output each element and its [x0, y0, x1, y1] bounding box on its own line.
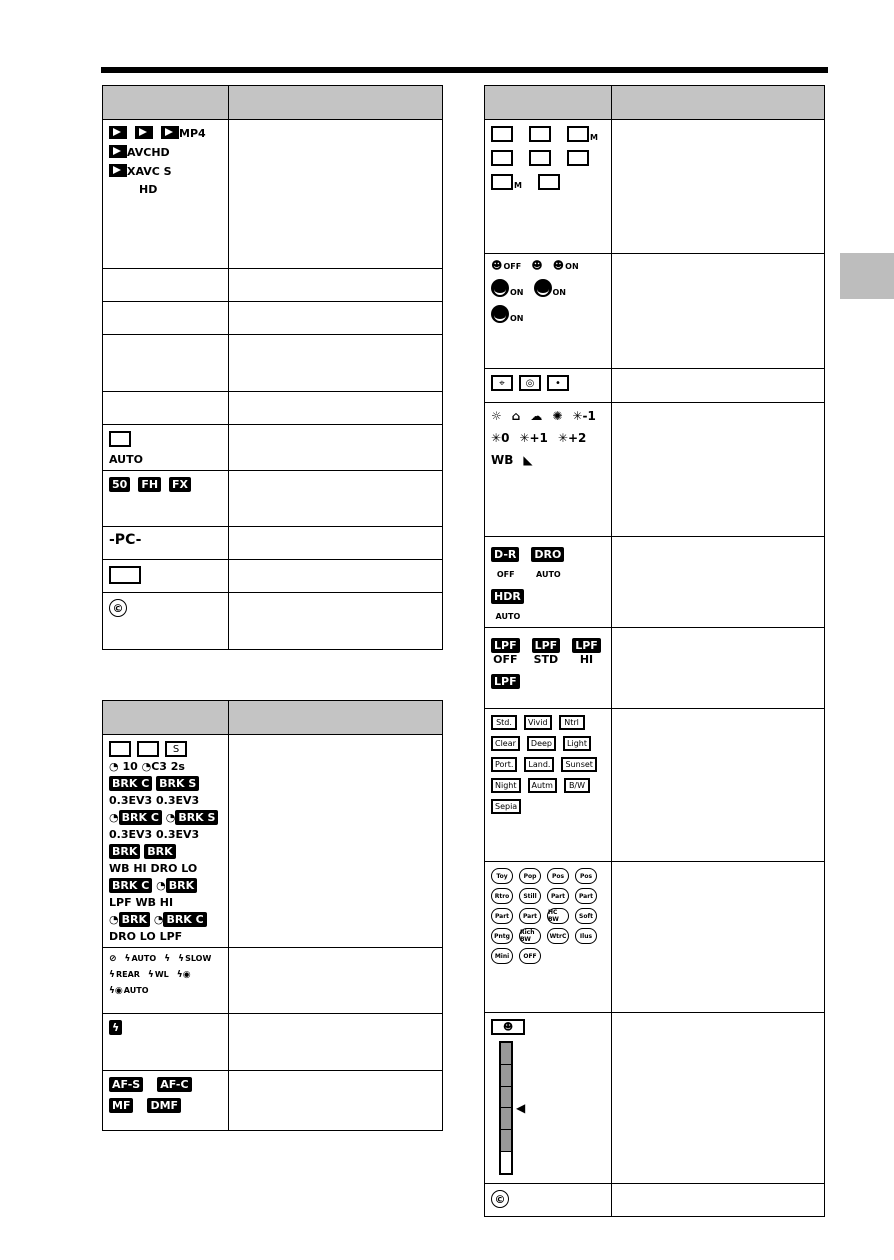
flash-wl-icon: ϟWL	[147, 970, 169, 980]
picture-effect-icon: Pos	[547, 868, 569, 884]
play-xavc-icon: XAVC S	[109, 164, 172, 177]
header-icon-col	[103, 86, 229, 120]
af-c-icon: AF-C	[157, 1077, 191, 1092]
creative-style-icon: Light	[563, 736, 591, 751]
picture-effect-icon: Rtro	[491, 888, 513, 904]
af-s-icon: AF-S	[109, 1077, 143, 1092]
smile-on-icon-3: ON	[491, 305, 524, 323]
creative-style-icon: B/W	[564, 778, 590, 793]
focus-flexible-lock-icon	[538, 174, 560, 190]
table-row	[103, 560, 443, 593]
creative-style-icon: Ntrl	[559, 715, 585, 730]
focus-zone-lock-icon	[567, 150, 589, 166]
table-row	[485, 254, 825, 369]
table-row	[103, 527, 443, 560]
self-timer-label: ◔ 10 ◔C3 2s	[109, 760, 185, 773]
creative-style-icon: Sepia	[491, 799, 521, 814]
wb-custom-icon: ◣	[523, 453, 533, 467]
focus-center-icon: M	[567, 126, 598, 142]
continuous-icon	[137, 741, 159, 757]
wb-fluor-minus-icon: ✳-1	[572, 409, 596, 423]
table-row	[485, 628, 825, 709]
flash-slow-icon: ϟSLOW	[178, 954, 212, 964]
image-sparkle-icon	[109, 566, 141, 584]
creative-style-icon: Deep	[527, 736, 556, 751]
creative-style-icon: Clear	[491, 736, 520, 751]
focus-center-lock-icon: M	[491, 174, 522, 190]
face-detect-icon: ☻	[531, 259, 543, 272]
mf-icon: MF	[109, 1098, 133, 1113]
picture-effect-icon: Part	[575, 888, 597, 904]
creative-style-icon: Port.	[491, 757, 517, 772]
header-icon-col	[103, 701, 229, 735]
smile-sensitivity-meter	[499, 1041, 513, 1175]
left-icon-table-1	[102, 85, 443, 650]
table-row	[485, 1013, 825, 1184]
flash-charging-icon: ϟ	[109, 1020, 122, 1035]
lpf-off-icon: LPF OFF	[491, 634, 520, 666]
side-thumb-tab	[840, 253, 894, 299]
hdr-auto-icon: HDR AUTO	[491, 585, 524, 623]
wb-daylight-icon: ☼	[491, 409, 502, 423]
face-registered-icon: ☻ ON	[552, 259, 579, 272]
wb-shade-icon: ⌂	[511, 409, 521, 423]
header-desc-col	[229, 701, 443, 735]
metering-center-icon: ◎	[519, 375, 541, 391]
picture-effect-icon: HC BW	[547, 908, 569, 924]
header-desc-col	[229, 86, 443, 120]
focus-zone-icon	[529, 126, 551, 142]
table-row	[485, 862, 825, 1013]
flash-off-icon: ⊘	[109, 954, 117, 964]
face-detect-off-icon: ☻ OFF	[491, 259, 522, 272]
picture-effect-icon: Soft	[575, 908, 597, 924]
wb-incandescent-icon: ✺	[552, 409, 563, 423]
wb-flash-icon: WB	[491, 453, 514, 467]
table-row	[103, 302, 443, 335]
wb-fluor-plus1-icon: ✳+1	[519, 431, 548, 445]
flash-fill-icon: ϟ	[164, 954, 171, 964]
focus-wide-icon	[491, 126, 513, 142]
metering-spot-icon: •	[547, 375, 569, 391]
table-row	[103, 1071, 443, 1131]
lpf-std-icon: LPF STD	[532, 634, 561, 666]
picture-effect-icon: OFF	[519, 948, 541, 964]
play-still-icon	[109, 126, 127, 139]
page-top-rule	[101, 67, 828, 73]
picture-effect-icon: WtrC	[547, 928, 569, 944]
table-row	[103, 948, 443, 1014]
picture-effect-icon: Still	[519, 888, 541, 904]
play-mp4-icon: MP4	[161, 126, 206, 139]
flash-rear-icon: ϟREAR	[109, 970, 140, 980]
table-row	[485, 369, 825, 403]
table-row	[485, 537, 825, 628]
play-avchd-icon: AVCHD	[109, 145, 170, 158]
smile-detect-icon: ☻	[491, 1019, 525, 1035]
smile-on-icon-1: ON	[491, 279, 524, 297]
film-fh-icon: FH	[138, 477, 161, 492]
table-row: AUTO	[103, 425, 443, 471]
wb-cloudy-icon: ☁	[530, 409, 543, 423]
table-row	[103, 392, 443, 425]
creative-style-icon: Night	[491, 778, 521, 793]
film-fx-icon: FX	[169, 477, 191, 492]
picture-effect-icon: Pos	[575, 868, 597, 884]
sensitivity-pointer-icon: ◀	[516, 1101, 526, 1115]
wb-fluor-plus2-icon: ✳+2	[557, 431, 587, 445]
creative-style-icon: Sunset	[561, 757, 596, 772]
creative-style-icon: Std.	[491, 715, 517, 730]
table-row	[485, 120, 825, 254]
table-row	[103, 269, 443, 302]
smile-on-icon-2: ON	[534, 279, 567, 297]
copyright-icon: ©	[109, 599, 127, 617]
dr-off-icon: D-R OFF	[491, 543, 519, 581]
header-icon-col	[485, 86, 612, 120]
wb-fluor-zero-icon: ✳0	[491, 431, 510, 445]
creative-style-icon: Land.	[524, 757, 554, 772]
picture-effect-icon: Rich BW	[519, 928, 541, 944]
flash-auto-icon: ϟAUTO	[124, 954, 157, 964]
pc-remote-label: -PC-	[109, 532, 142, 548]
crop-icon	[109, 431, 131, 447]
picture-effect-icon: Mini	[491, 948, 513, 964]
film-50-icon: 50	[109, 477, 130, 492]
lpf-hi-icon: LPF HI	[572, 634, 601, 666]
continuous-s-icon: S	[165, 741, 187, 757]
flash-redeye-icon: ϟ◉	[176, 970, 191, 980]
picture-effect-icon: Toy	[491, 868, 513, 884]
left-icon-table-2	[102, 700, 443, 1131]
focus-wide-lock-icon	[529, 150, 551, 166]
table-row	[485, 1184, 825, 1217]
dro-auto-icon: DRO AUTO	[531, 543, 564, 581]
creative-style-icon: Vivid	[524, 715, 552, 730]
table-row: S ◔ 10 ◔C3 2s BRK C BRK S 0.3EV3 0.3EV3 ◔ BRK C ◔ BRK S 0.3EV3 0.3EV3 BRK BRK WB HI DRO LO BRK C ◔ BRK LPF WB HI ◔ BRK ◔ BRK C DRO LO LPF	[103, 735, 443, 948]
play-image-icon	[135, 126, 153, 139]
table-row	[103, 471, 443, 527]
picture-effect-icon: Pop	[519, 868, 541, 884]
flash-redeye-auto-icon: ϟ◉AUTO	[109, 986, 149, 996]
right-icon-table	[484, 85, 825, 1217]
picture-effect-icon: Part	[519, 908, 541, 924]
creative-style-icon: Autm	[528, 778, 557, 793]
metering-multi-icon: ⌖	[491, 375, 513, 391]
table-row	[485, 403, 825, 537]
picture-effect-icon: Part	[491, 908, 513, 924]
table-row	[103, 335, 443, 392]
table-row	[103, 1014, 443, 1071]
single-shot-icon	[109, 741, 131, 757]
header-desc-col	[612, 86, 825, 120]
dmf-icon: DMF	[147, 1098, 181, 1113]
focus-flexible-icon	[491, 150, 513, 166]
table-row: MP4 AVCHD XAVC S HD	[103, 120, 443, 269]
table-row	[485, 709, 825, 862]
picture-effect-icon: Pntg	[491, 928, 513, 944]
table-row	[103, 593, 443, 650]
copyright-icon: ©	[491, 1190, 509, 1208]
picture-effect-icon: Ilus	[575, 928, 597, 944]
picture-effect-icon: Part	[547, 888, 569, 904]
lpf-warning-icon: LPF	[491, 670, 520, 689]
